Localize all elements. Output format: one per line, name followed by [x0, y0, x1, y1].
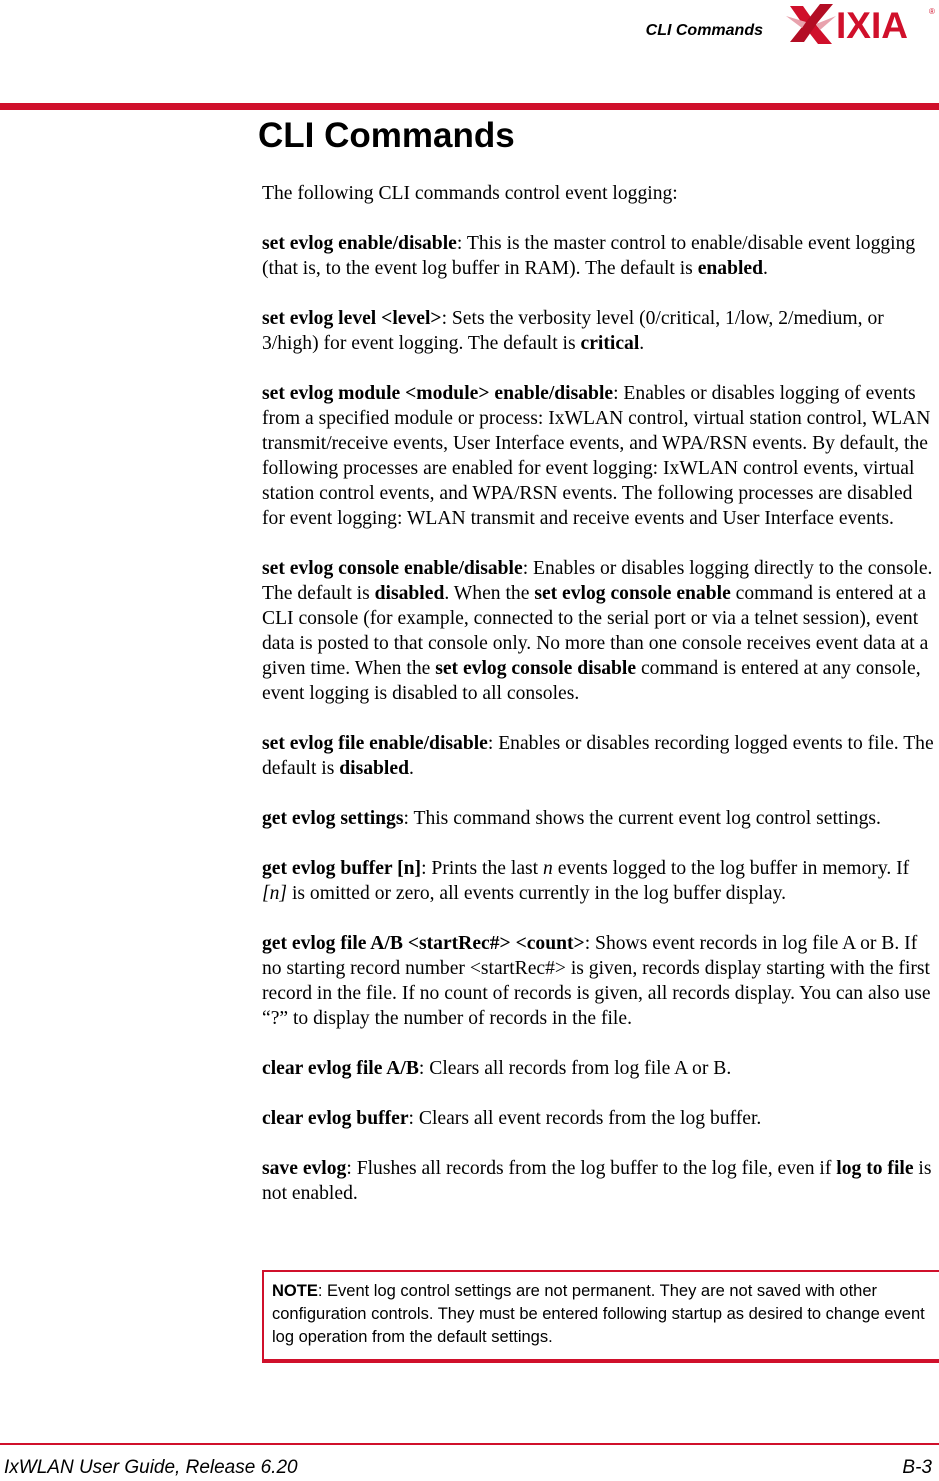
command-entry: set evlog file enable/disable: Enables or disables recording logged events to file. The default is disabled. [262, 733, 934, 779]
command-description: : Enables or disables recording logged events to file. The default is [262, 733, 934, 779]
logo-x-mark-icon [786, 4, 836, 44]
command-description: : Sets the verbosity level (0/critical, 1/low, 2/medium, or 3/high) for event logging. The default is [262, 308, 884, 354]
command-name: get evlog buffer [n] [262, 858, 422, 879]
header-section-title: CLI Commands [645, 22, 763, 39]
note-label: NOTE [272, 1282, 318, 1300]
command-entry [262, 1056, 938, 1081]
logo-wordmark: IXIA [836, 5, 908, 46]
command-entry [262, 806, 938, 831]
command-entry: get evlog buffer [n]: Prints the last n events logged to the log buffer in memory. If [n] is omitted or zero, all events currently in the log buffer display. [262, 858, 910, 904]
command-name: clear evlog buffer [262, 1108, 409, 1129]
page-title: CLI Commands [258, 116, 515, 155]
default-value: disabled [374, 583, 445, 604]
note-text: : Event log control settings are not permanent. They are not saved with other configuration controls. They must be entered following startup as desired to change event log operation from the default settings. [272, 1282, 925, 1346]
command-entry: set evlog console enable/disable: Enables or disables logging directly to the console. The default is disabled. When the set evlog console enable command is entered at a CLI console (for example, connected to the serial port or via a telnet session), event data is posted to that console only. No more than one console receives event data at a given time. When the set evlog console disable command is entered at any console, event logging is disabled to all consoles. [262, 558, 933, 704]
command-entry [262, 381, 938, 531]
command-entry: set evlog level <level>: Sets the verbosity level (0/critical, 1/low, 2/medium, or 3/high) for event logging. The default is critical. [262, 308, 884, 354]
header-divider [0, 103, 939, 110]
command-description: : This command shows the current event log control settings. [403, 808, 881, 829]
command-name: get evlog settings [262, 808, 404, 829]
command-name: clear evlog file A/B [262, 1058, 419, 1079]
command-description: : Clears all records from log file A or B. [418, 1058, 732, 1079]
footer-page-number: B-3 [902, 1457, 932, 1478]
command-name: set evlog enable/disable [262, 233, 457, 254]
default-value: disabled [339, 758, 409, 779]
command-entry: save evlog: Flushes all records from the log buffer to the log file, even if log to file is not enabled. [262, 1158, 932, 1204]
footer-document-title: IxWLAN User Guide, Release 6.20 [4, 1457, 298, 1478]
default-value: enabled [697, 258, 764, 279]
command-description: : Enables or disables logging of events from a specified module or process: IxWLAN control, virtual station control, WLAN transmit/receive events, User Interface events, and WPA/RSN events. By default, the following processes are enabled for event logging: IxWLAN control events, virtual station control events, and WPA/RSN events. The following processes are disabled for event logging: WLAN transmit and receive events and User Interface events. [262, 383, 931, 529]
command-name: set evlog console enable/disable [262, 558, 523, 579]
command-description: : Clears all event records from the log buffer. [408, 1108, 762, 1129]
command-entry [262, 1106, 938, 1131]
setting-name: log to file [836, 1158, 914, 1179]
parameter: n [543, 858, 553, 879]
parameter: [n] [262, 883, 288, 904]
command-entry: set evlog enable/disable: This is the master control to enable/disable event logging (that is, to the event log buffer in RAM). The default is enabled. [262, 233, 916, 279]
command-name: get evlog file A/B <startRec#> <count> [262, 933, 585, 954]
command-name: set evlog module <module> enable/disable [262, 383, 614, 404]
main-content [262, 181, 938, 1231]
note-box [262, 1270, 939, 1363]
default-value: critical [580, 333, 640, 354]
command-description: : This is the master control to enable/disable event logging (that is, to the event log buffer in RAM). The default is [262, 233, 916, 279]
command-name: save evlog [262, 1158, 347, 1179]
ixia-logo [786, 2, 936, 46]
inline-command: set evlog console enable [534, 583, 731, 604]
command-description: : Flushes all records from the log buffer to the log file, even if [346, 1158, 837, 1179]
command-name: set evlog file enable/disable [262, 733, 488, 754]
svg-text:®: ® [929, 7, 935, 16]
inline-command: set evlog console disable [435, 658, 637, 679]
footer-divider [0, 1443, 939, 1445]
command-entry [262, 931, 938, 1031]
command-name: set evlog level <level> [262, 308, 442, 329]
intro-paragraph: The following CLI commands control event logging: [262, 183, 678, 204]
command-description: : Enables or disables logging directly to the console. The default is [262, 558, 933, 604]
command-description: : Shows event records in log file A or B. If no starting record number <startRec#> is given, records display starting with the first record in the file. If no count of records is given, all records display. You can also use “?” to display the number of records in the file. [262, 933, 931, 1029]
command-description: : Prints the last [421, 858, 543, 879]
